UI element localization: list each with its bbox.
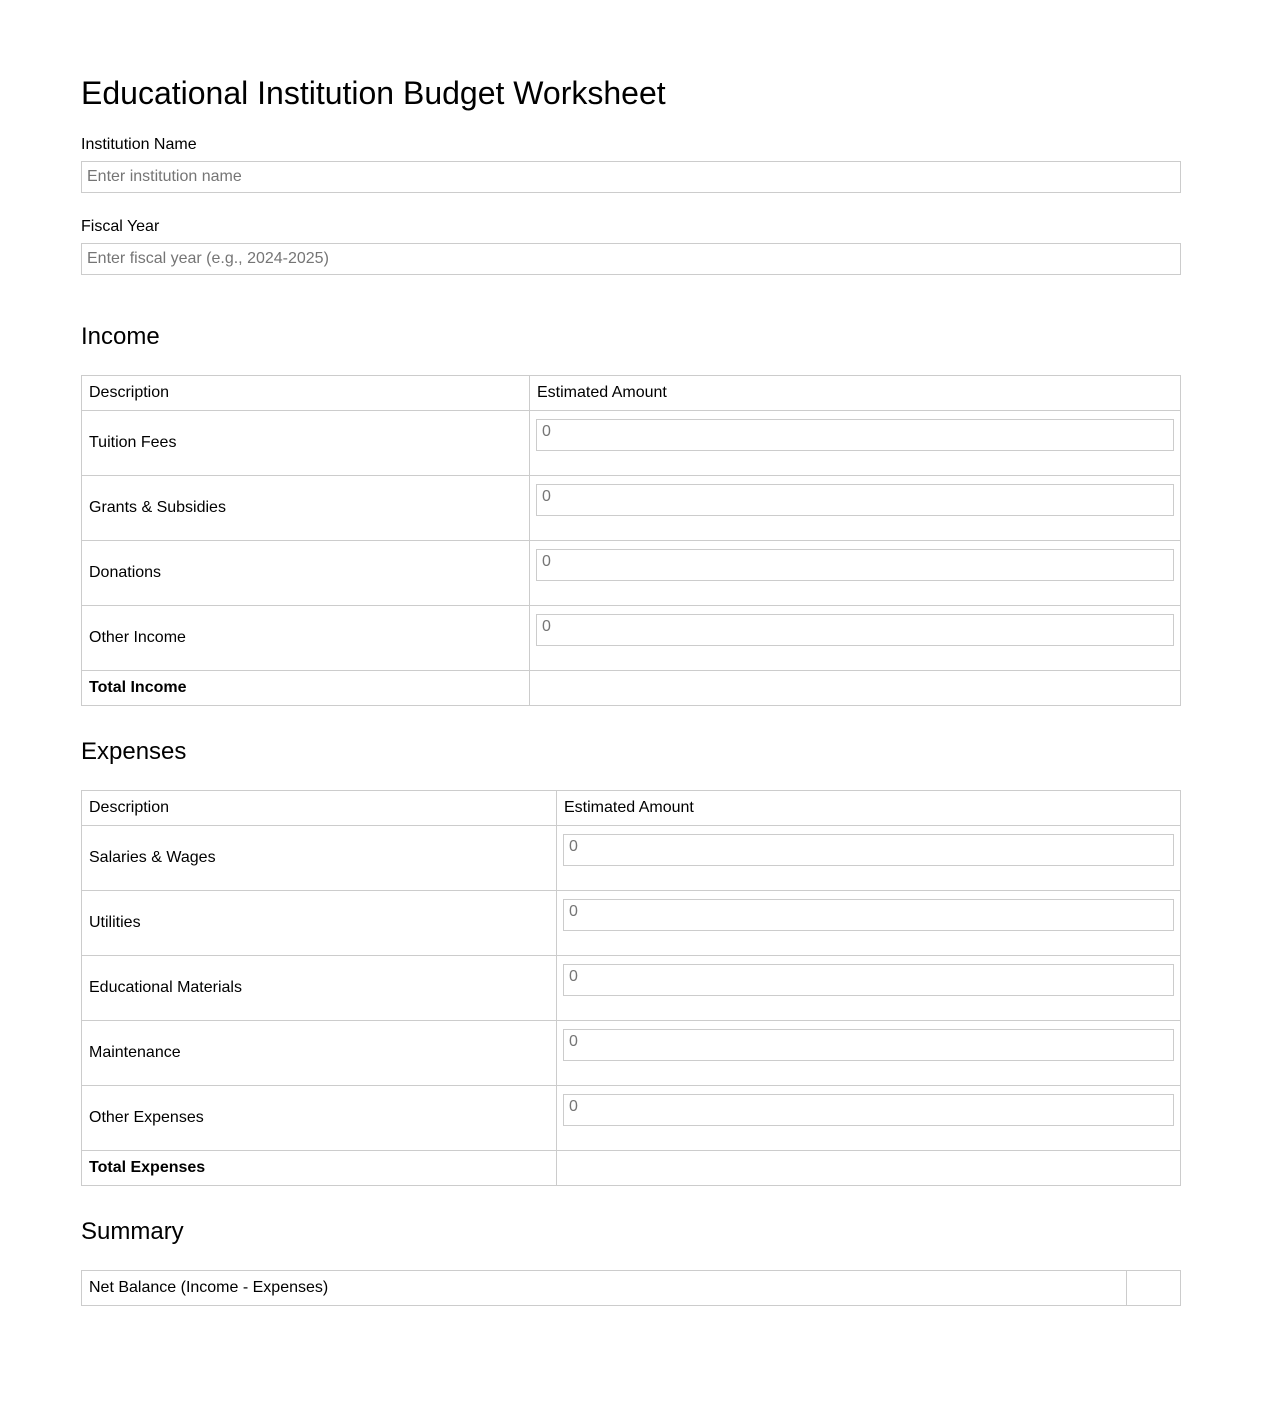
total-income-row [82, 671, 1181, 706]
row-label-utilities: Utilities [82, 891, 557, 956]
table-row [82, 606, 1181, 671]
educational-materials-input[interactable] [563, 964, 1174, 996]
row-label-maintenance: Maintenance [82, 1021, 557, 1086]
table-row [82, 891, 1181, 956]
amount-cell [530, 541, 1181, 606]
expenses-heading: Expenses [81, 738, 187, 765]
row-label-grants-subsidies: Grants & Subsidies [82, 476, 530, 541]
income-table [81, 375, 1181, 706]
amount-cell [557, 891, 1181, 956]
row-label-other-expenses: Other Expenses [82, 1086, 557, 1151]
salaries-wages-input[interactable] [563, 834, 1174, 866]
total-income-label: Total Income [82, 671, 530, 706]
table-row [82, 476, 1181, 541]
fiscal-year-input[interactable] [81, 243, 1181, 275]
row-label-educational-materials: Educational Materials [82, 956, 557, 1021]
page-title: Educational Institution Budget Worksheet [81, 75, 666, 111]
other-expenses-input[interactable] [563, 1094, 1174, 1126]
table-row [82, 1021, 1181, 1086]
institution-name-label: Institution Name [81, 136, 197, 153]
income-heading: Income [81, 323, 160, 350]
row-label-salaries-wages: Salaries & Wages [82, 826, 557, 891]
row-label-tuition-fees: Tuition Fees [82, 411, 530, 476]
net-balance-row [82, 1271, 1181, 1306]
amount-cell [530, 476, 1181, 541]
amount-cell [530, 606, 1181, 671]
column-header-description: Description [82, 376, 530, 411]
amount-cell [557, 956, 1181, 1021]
total-income-value [530, 671, 1181, 706]
table-row [82, 826, 1181, 891]
amount-cell [530, 411, 1181, 476]
amount-cell [557, 826, 1181, 891]
expenses-table [81, 790, 1181, 1186]
column-header-description: Description [82, 791, 557, 826]
amount-cell [557, 1021, 1181, 1086]
expenses-table-header [82, 791, 1181, 826]
table-row [82, 411, 1181, 476]
grants-subsidies-input[interactable] [536, 484, 1174, 516]
fiscal-year-label: Fiscal Year [81, 218, 160, 235]
table-row [82, 541, 1181, 606]
total-expenses-label: Total Expenses [82, 1151, 557, 1186]
other-income-input[interactable] [536, 614, 1174, 646]
column-header-estimated-amount: Estimated Amount [530, 376, 1181, 411]
net-balance-value [1127, 1271, 1181, 1306]
row-label-donations: Donations [82, 541, 530, 606]
total-expenses-value [557, 1151, 1181, 1186]
maintenance-input[interactable] [563, 1029, 1174, 1061]
table-row [82, 956, 1181, 1021]
tuition-fees-input[interactable] [536, 419, 1174, 451]
table-row [82, 1086, 1181, 1151]
institution-name-input[interactable] [81, 161, 1181, 193]
utilities-input[interactable] [563, 899, 1174, 931]
row-label-other-income: Other Income [82, 606, 530, 671]
summary-heading: Summary [81, 1218, 184, 1245]
column-header-estimated-amount: Estimated Amount [557, 791, 1181, 826]
net-balance-label: Net Balance (Income - Expenses) [82, 1271, 1127, 1306]
income-table-header [82, 376, 1181, 411]
total-expenses-row [82, 1151, 1181, 1186]
amount-cell [557, 1086, 1181, 1151]
donations-input[interactable] [536, 549, 1174, 581]
summary-table [81, 1270, 1181, 1306]
